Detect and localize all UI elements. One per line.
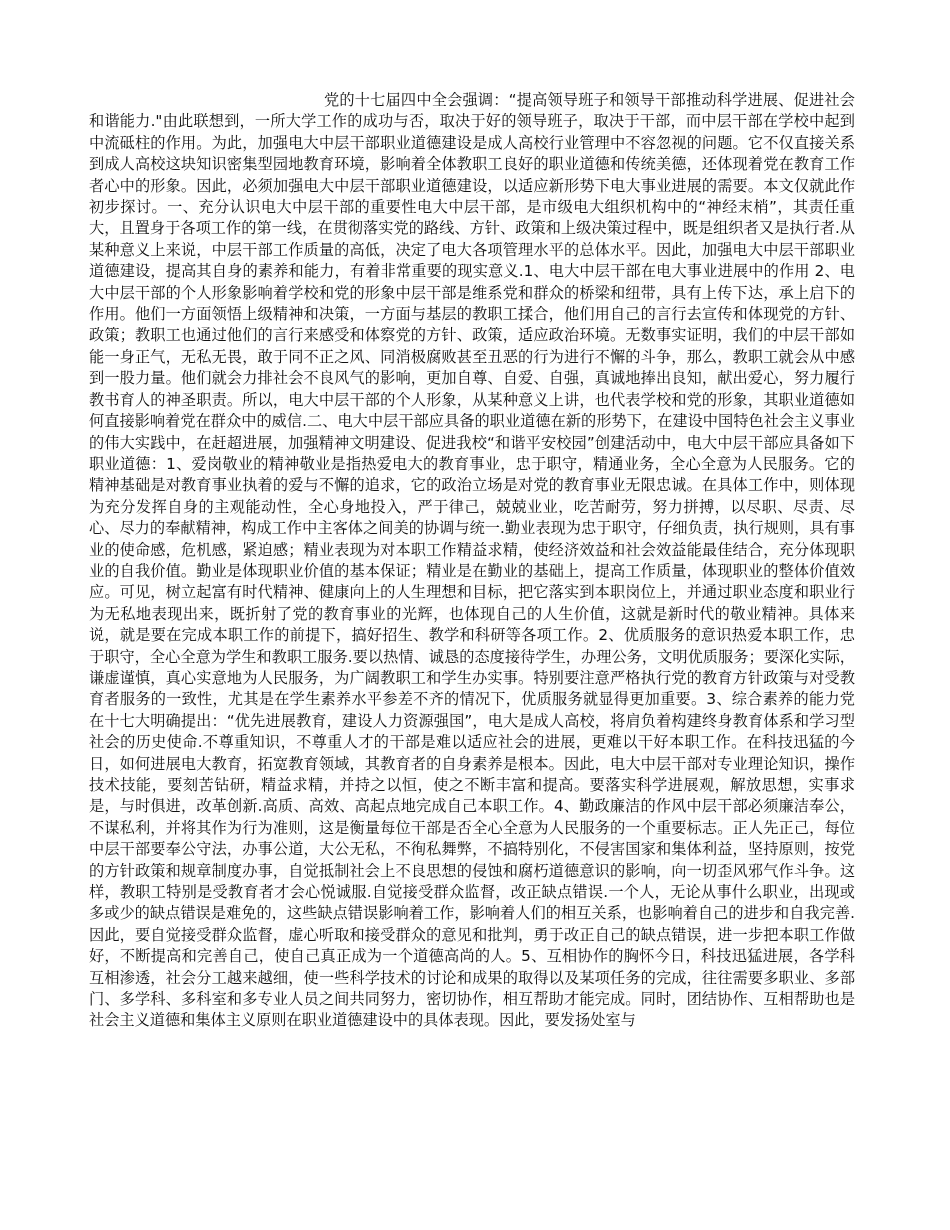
document-body-text: 党的十七届四中全会强调：“提高领导班子和领导干部推动科学进展、促进社会和谐能力."由此联想到，一所大学工作的成功与否，取决于好的领导班子，取决于干部，而中层干部在学校中起到中流砥柱的作用。为此，加强电大中层干部职业道德建设是成人高校行业管理中不容忽视的问题。它不仅直接关系到成人高校这块知识密集型园地教育环境，影响着全体教职工良好的职业道德和传统美德，还体现着党在教育工作者心中的形象。因此，必须加强电大中层干部职业道德建设，以适应新形势下电大事业进展的需要。本文仅就此作初步探讨。一、充分认识电大中层干部的重要性电大中层干部，是市级电大组织机构中的“神经末梢”，其责任重大，且置身于各项工作的第一线，在贯彻落实党的路线、方针、政策和上级决策过程中，既是组织者又是执行者.从某种意义上来说，中层干部工作质量的高低，决定了电大各项管理水平的总体水平。因此，加强电大中层干部职业道德建设，提高其自身的素养和能力，有着非常重要的现实意义.1、电大中层干部在电大事业进展中的作用 2、电大中层干部的个人形象影响着学校和党的形象中层干部是维系党和群众的桥梁和纽带，具有上传下达，承上启下的作用。他们一方面领悟上级精神和决策，一方面与基层的教职工揉合，他们用自己的言行去宣传和体现党的方针、政策；教职工也通过他们的言行来感受和体察党的方针、政策，适应政治环境。无数事实证明，我们的中层干部如能一身正气，无私无畏，敢于同不正之风、同消极腐败甚至丑恶的行为进行不懈的斗争，那么，教职工就会从中感到一股力量。他们就会力排社会不良风气的影响，更加自尊、自爱、自强，真诚地捧出良知，献出爱心，努力履行教书育人的神圣职责。所以，电大中层干部的个人形象，从某种意义上讲，也代表学校和党的形象，其职业道德如何直接影响着党在群众中的威信.二、电大中层干部应具备的职业道德在新的形势下，在建设中国特色社会主义事业的伟大实践中，在赶超进展，加强精神文明建设、促进我校“和谐平安校园”创建活动中，电大中层干部应具备如下职业道德：1、爱岗敬业的精神敬业是指热爱电大的教育事业，忠于职守，精通业务，全心全意为人民服务。它的精神基础是对教育事业执着的爱与不懈的追求，它的政治立场是对党的教育事业无限忠诚。在具体工作中，则体现为充分发挥自身的主观能动性，全心身地投入，严于律己，兢兢业业，吃苦耐劳，努力拼搏，以尽职、尽责、尽心、尽力的奉献精神，构成工作中主客体之间美的协调与统一.勤业表现为忠于职守，仔细负责，执行规则，具有事业的使命感，危机感，紧迫感；精业表现为对本职工作精益求精，使经济效益和社会效益能最佳结合，充分体现职业的自我价值。勤业是体现职业价值的基本保证；精业是在勤业的基础上，提高工作质量，体现职业的整体价值效应。可见，树立起富有时代精神、健康向上的人生理想和目标，把它落实到本职岗位上，并通过职业态度和职业行为无私地表现出来，既折射了党的教育事业的光辉，也体现自己的人生价值，这就是新时代的敬业精神。具体来说，就是要在完成本职工作的前提下，搞好招生、教学和科研等各项工作。2、优质服务的意识热爱本职工作，忠于职守，全心全意为学生和教职工服务.要以热情、诚恳的态度接待学生，办理公务，文明优质服务；要深化实际，谦虚谨慎，真心实意地为人民服务，为广阔教职工和学生办实事。特别要注意严格执行党的教育方针政策与对受教育者服务的一致性，尤其是在学生素养水平参差不齐的情况下，优质服务就显得更加重要。3、综合素养的能力党在十七大明确提出：“优先进展教育，建设人力资源强国”，电大是成人高校，将肩负着构建终身教育体系和学习型社会的历史使命.不尊重知识，不尊重人才的干部是难以适应社会的进展，更难以干好本职工作。在科技迅猛的今日，如何进展电大教育，拓宽教育领域，其教育者的自身素养是根本。因此，电大中层干部对专业理论知识，操作技术技能，要刻苦钻研，精益求精，并持之以恒，使之不断丰富和提高。要落实科学进展观，解放思想，实事求是，与时俱进，改革创新.高质、高效、高起点地完成自己本职工作。4、勤政廉洁的作风中层干部必须廉洁奉公，不谋私利，并将其作为行为准则，这是衡量每位干部是否全心全意为人民服务的一个重要标志。正人先正己，每位中层干部要奉公守法，办事公道，大公无私，不徇私舞弊，不搞特别化，不侵害国家和集体利益，坚持原则，按党的方针政策和规章制度办事，自觉抵制社会上不良思想的侵蚀和腐朽道德意识的影响，向一切歪风邪气作斗争。这样，教职工特别是受教育者才会心悦诚服.自觉接受群众监督，改正缺点错误.一个人，无论从事什么职业，出现或多或少的缺点错误是难免的，这些缺点错误影响着工作，影响着人们的相互关系，也影响着自己的进步和自我完善.因此，要自觉接受群众监督，虚心听取和接受群众的意见和批判，勇于改正自己的缺点错误，进一步把本职工作做好，不断提高和完善自己，使自己真正成为一个道德高尚的人。5、互相协作的胸怀今日，科技迅猛进展，各学科互相渗透，社会分工越来越细，使一些科学技术的讨论和成果的取得以及某项任务的完成，往往需要多职业、多部门、多学科、多科室和多专业人员之间共同努力，密切协作，相互帮助才能完成。同时，团结协作、互相帮助也是社会主义道德和集体主义原则在职业道德建设中的具体表现。因此，要发扬处室与 [89,91,855,1030]
